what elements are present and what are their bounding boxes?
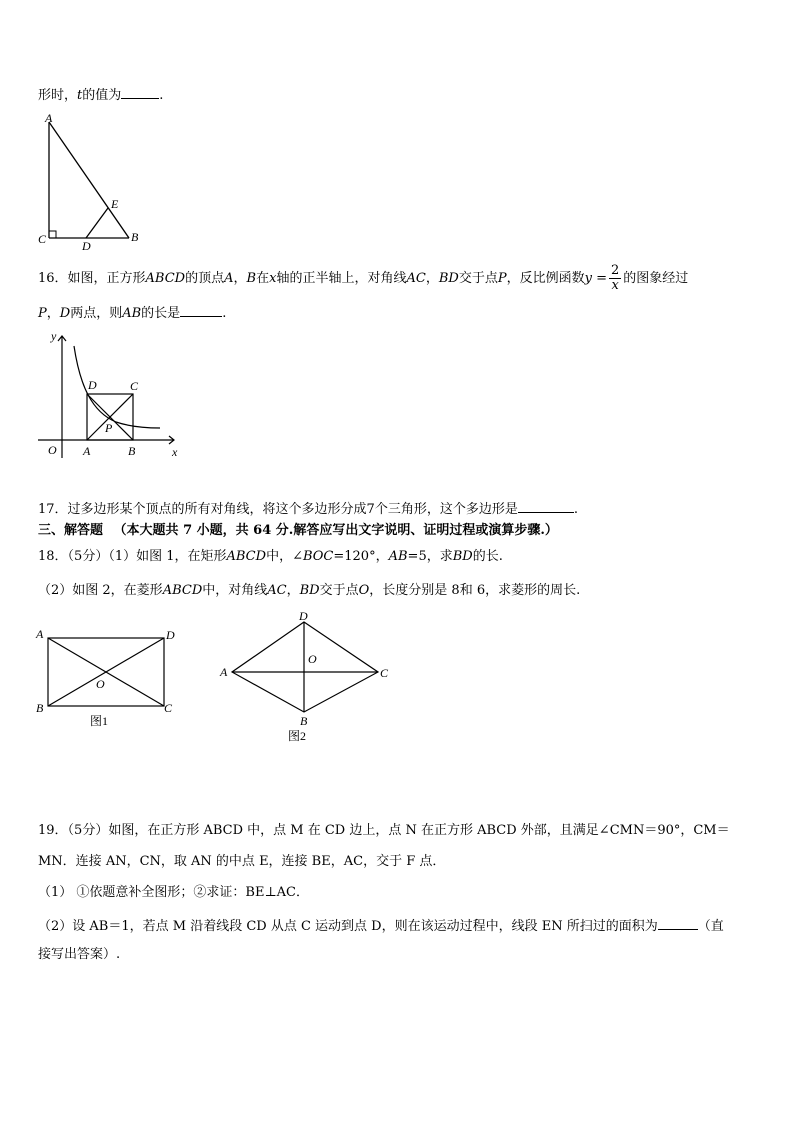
q17-end: . (573, 502, 578, 517)
q16-abcd: ABCD (145, 271, 186, 286)
q16-text-f: ，反比例函数 (506, 271, 585, 286)
q17-answer-blank (518, 498, 574, 513)
q16-line2-d: D (59, 306, 71, 321)
q16-line2-end: . (222, 306, 227, 321)
q19-line2 (38, 853, 445, 871)
q16-text-g: 的图象经过 (623, 271, 689, 286)
fig16-label-o: O (48, 443, 57, 457)
fig15-label-c: C (38, 232, 47, 246)
q18-l2-ac: AC (267, 583, 287, 598)
fig15-label-d: D (82, 239, 91, 250)
q16-text-c: 在 (256, 271, 270, 286)
q16-line2-ab: AB (122, 306, 142, 321)
q16-line2 (38, 302, 226, 323)
fig15-label-b: B (131, 230, 139, 244)
fig16-label-d: D (88, 378, 97, 392)
q18-l1-text-b: 中，∠ (266, 549, 303, 564)
fig16-label-p: P (105, 421, 113, 435)
q18-l2-text-c: ， (286, 583, 300, 598)
q16-line2-comma: ， (46, 306, 60, 321)
fig16-label-b: B (128, 444, 136, 458)
q16-text-e: 交于点 (458, 271, 498, 286)
fig1-caption: 图1 (90, 714, 109, 728)
fig2-caption: 图2 (288, 729, 307, 743)
q16-frac-num: 2 (610, 263, 620, 278)
q19-l5: 接写出答案）. (38, 947, 121, 962)
section-3-title: 三、解答题 (38, 523, 104, 538)
q16-ac: AC (406, 271, 426, 286)
q18-l1-abcd: ABCD (226, 549, 267, 564)
q17-text: 17．过多边形某个顶点的所有对角线，将这个多边形分成7个三角形，这个多边形是 (38, 502, 518, 517)
q18-l2-bd: BD (299, 583, 320, 598)
q15-tail-line (38, 84, 163, 105)
q18-l1-boc: BOC (302, 549, 334, 564)
q16-comma2: ， (425, 271, 439, 286)
q18-l1-text-a: 18．（5分）（1）如图 1，在矩形 (38, 549, 227, 564)
q18-line1 (38, 548, 503, 566)
figure-16-coordinate (36, 326, 186, 466)
q16-b: B (246, 271, 257, 286)
q19-answer-blank (658, 915, 698, 930)
q15-text2: 的值为 (82, 88, 122, 103)
q18-l1-ab: AB (388, 549, 408, 564)
q16-comma1: ， (233, 271, 247, 286)
fig15-label-a: A (45, 111, 53, 125)
q16-p: P (497, 271, 507, 286)
q16-line1 (38, 264, 688, 293)
q18-l2-abcd: ABCD (162, 583, 203, 598)
fig1-label-o: O (96, 677, 105, 691)
q16-line2-text-b: 的长是 (141, 306, 181, 321)
q16-line2-text-a: 两点，则 (70, 306, 123, 321)
q16-answer-blank (180, 302, 222, 317)
q18-l2-text-b: 中，对角线 (202, 583, 268, 598)
q19-l1: 19．（5分）如图，在正方形 ABCD 中，点 M 在 CD 边上，点 N 在正方形 ABCD 外部，且满足∠CMN＝90°，CM＝ (38, 823, 730, 838)
fig16-axis-y: y (51, 329, 57, 343)
q19-l2: MN．连接 AN，CN，取 AN 的中点 E，连接 BE，AC，交于 F 点． (38, 854, 446, 869)
q18-l2-text-d: 交于点 (319, 583, 359, 598)
q16-x: x (269, 271, 277, 286)
fig2-label-d: D (299, 609, 308, 623)
q19-line1 (38, 822, 730, 840)
fig1-label-c: C (164, 701, 173, 715)
fig16-label-a: A (83, 444, 91, 458)
q19-l4-text-b: （直 (697, 919, 724, 934)
q16-line2-p: P (38, 306, 47, 321)
q16-bd: BD (438, 271, 459, 286)
q19-l4-text-a: （2）设 AB＝1，若点 M 沿着线段 CD 从点 C 运动到点 D，则在该运动过程中，线段 EN 所扫过的面积为 (38, 919, 658, 934)
q16-text-b: 的顶点 (185, 271, 225, 286)
q16-y-eq: y = (584, 271, 607, 286)
section-3-desc: （本大题共 7 小题，共 64 分.解答应写出文字说明、证明过程或演算步骤.） (113, 523, 558, 538)
q16-text-d: 轴的正半轴上，对角线 (276, 271, 407, 286)
q18-l1-text-c: =120°， (333, 549, 389, 564)
q19-line4 (38, 915, 724, 936)
q15-answer-blank (121, 84, 159, 99)
q17-line (38, 498, 578, 519)
q15-text: 形时， (38, 88, 78, 103)
fig16-axis-x: x (172, 445, 178, 459)
q19-line5 (38, 946, 120, 964)
section-3-heading (38, 522, 558, 540)
fig2-label-o: O (308, 652, 317, 666)
q16-frac-den: x (611, 278, 619, 293)
fig1-label-b: B (36, 701, 44, 715)
q18-l2-text-a: （2）如图 2，在菱形 (38, 583, 163, 598)
q16-a: A (224, 271, 234, 286)
fig2-label-c: C (380, 666, 389, 680)
q18-l1-text-d: =5，求 (407, 549, 453, 564)
q18-line2 (38, 582, 580, 600)
fig15-label-e: E (111, 197, 119, 211)
q15-end: . (159, 88, 164, 103)
q18-l2-o: O (358, 583, 370, 598)
q15-var-t: t (77, 88, 83, 103)
q18-l1-text-e: 的长. (472, 549, 503, 564)
q18-l1-bd: BD (452, 549, 473, 564)
figure-1-rectangle (34, 624, 194, 734)
q16-fraction (609, 264, 621, 293)
fig16-label-c: C (130, 379, 139, 393)
q18-l2-text-e: ，长度分别是 8和 6，求菱形的周长. (369, 583, 581, 598)
q19-line3 (38, 884, 309, 902)
q19-l3: （1） ①依题意补全图形；②求证：BE⊥AC． (38, 885, 310, 900)
fig1-label-d: D (166, 628, 175, 642)
figure-2-rhombus (216, 608, 400, 744)
fig2-label-b: B (300, 714, 308, 728)
fig2-label-a: A (220, 665, 228, 679)
fig1-label-a: A (36, 627, 44, 641)
figure-15-triangle (36, 110, 146, 250)
q16-text-a: 16．如图，正方形 (38, 271, 146, 286)
